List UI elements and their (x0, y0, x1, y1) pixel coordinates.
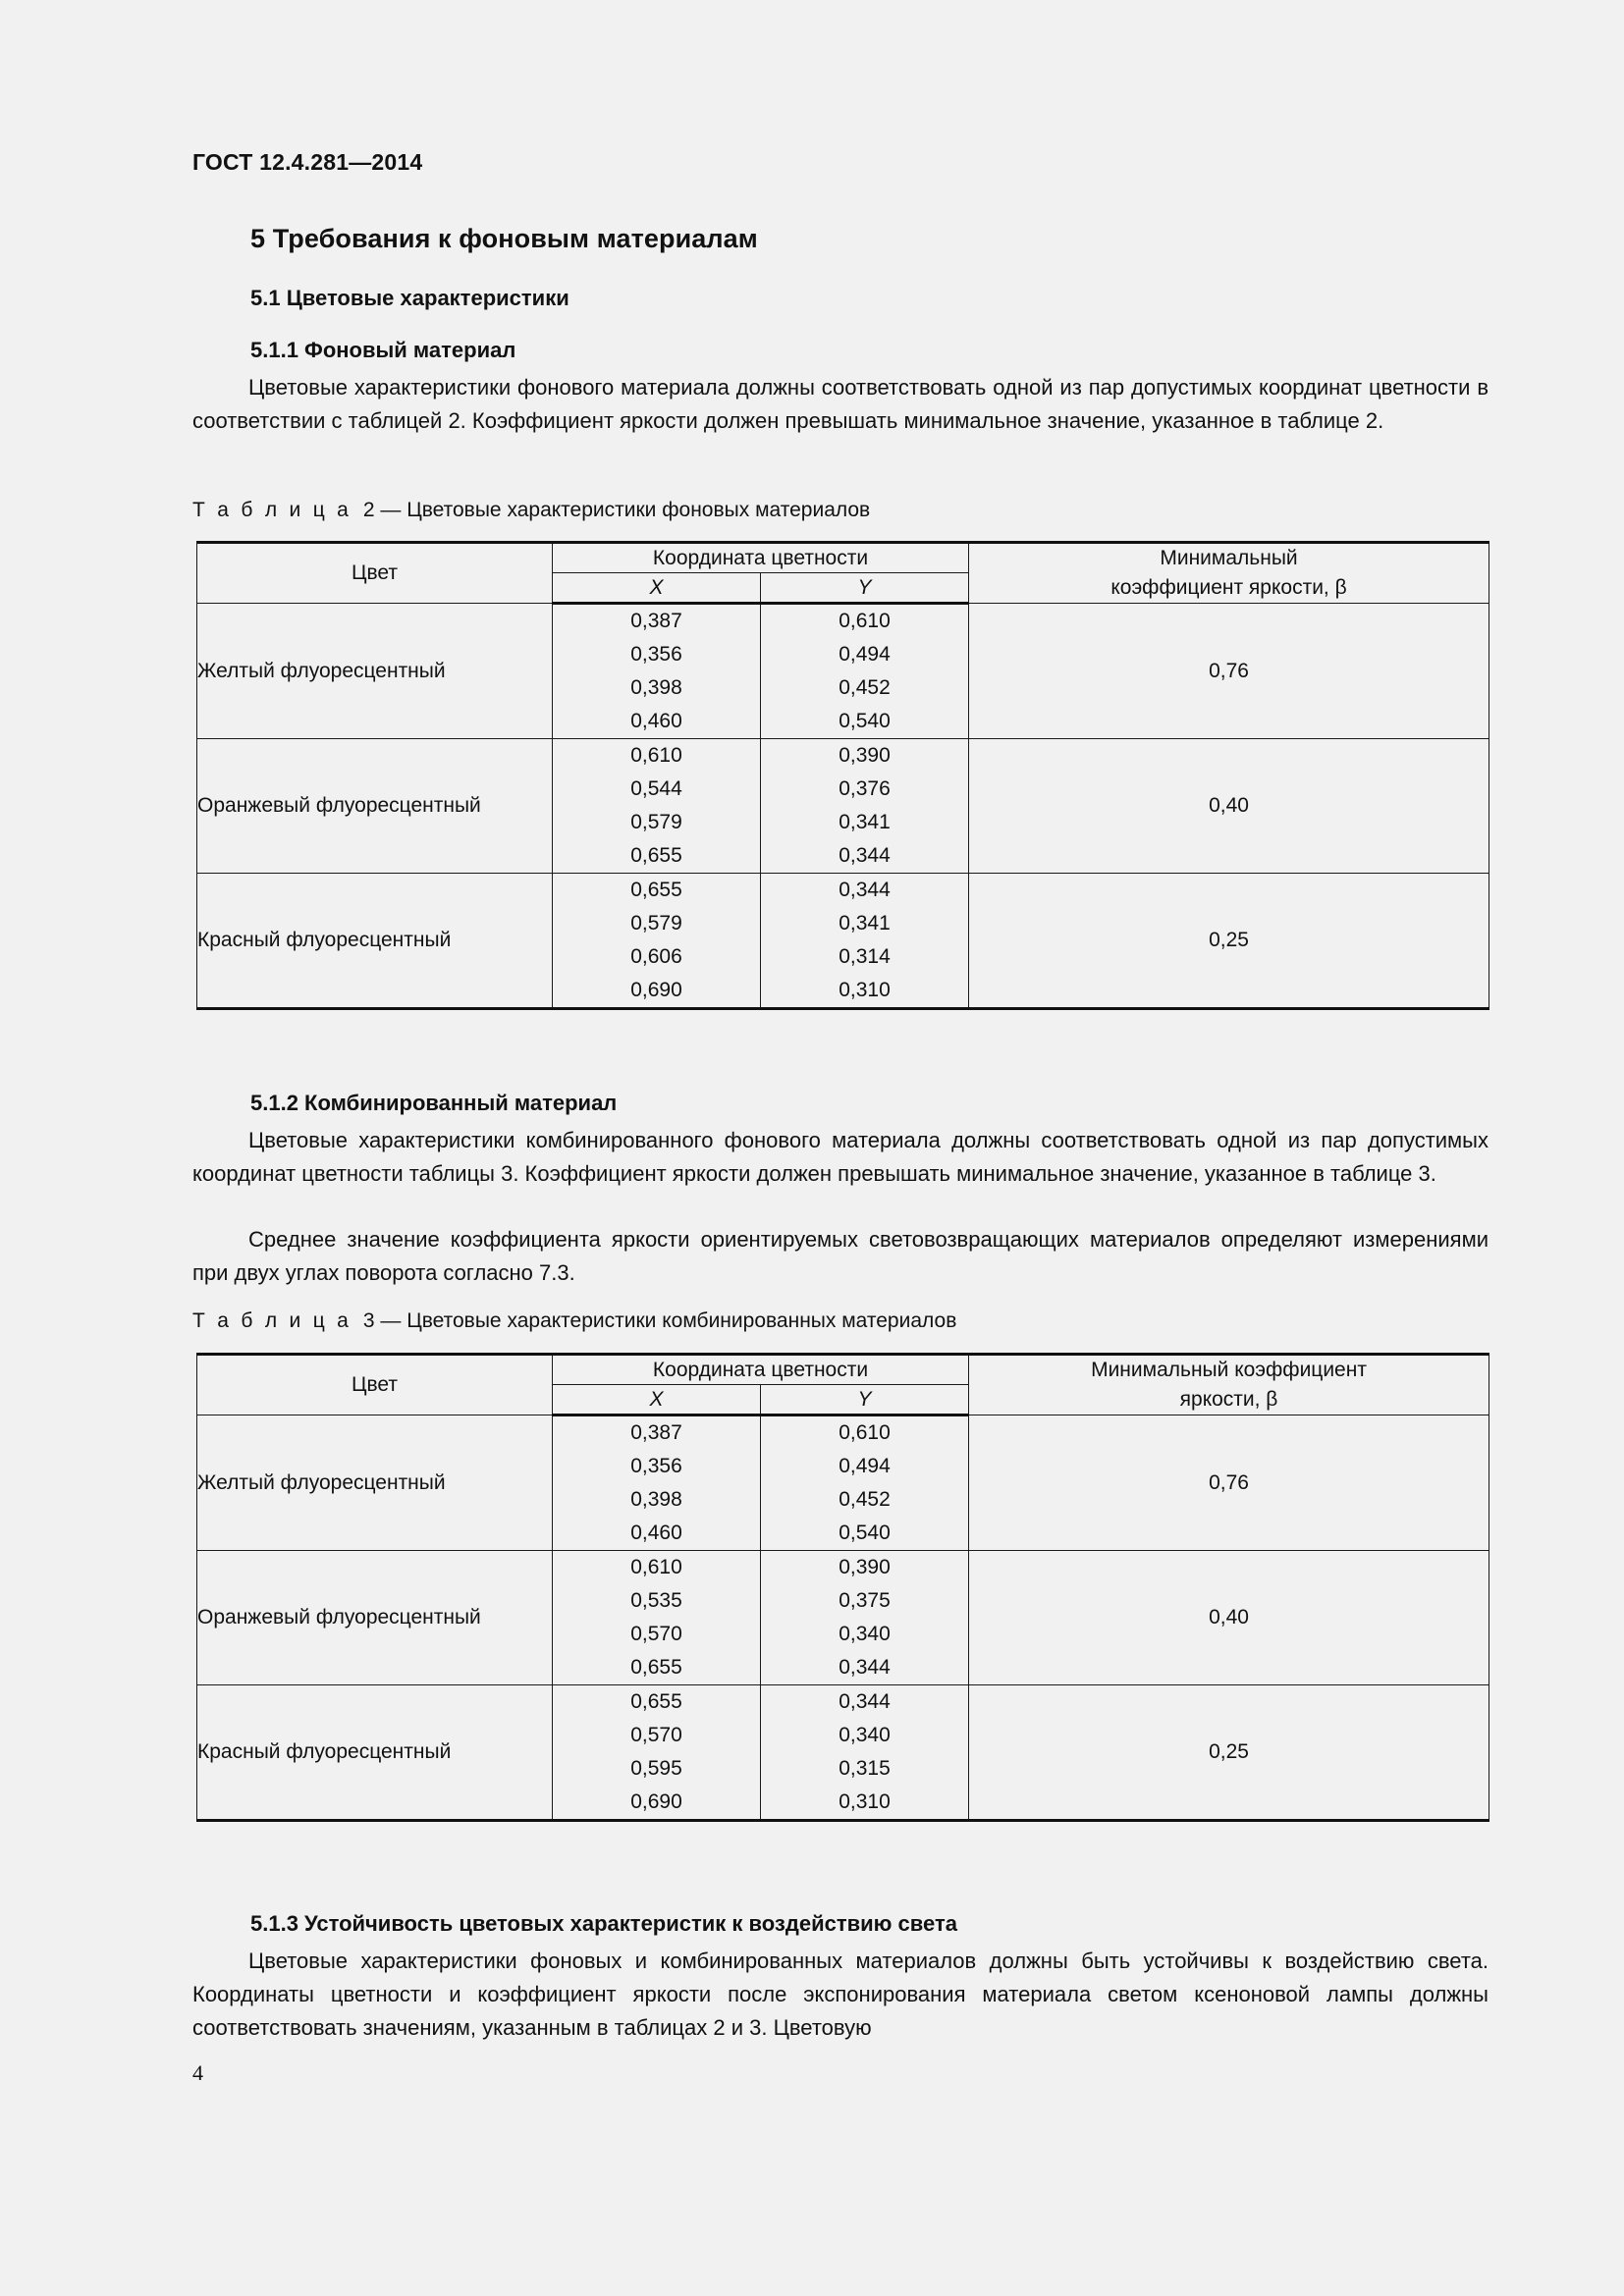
paragraph-5-1-3 (192, 1945, 1489, 2045)
value: 0,387 (630, 610, 682, 632)
table-2-caption-title: Цветовые характеристики фоновых материалов (406, 499, 871, 521)
value: 0,494 (839, 643, 891, 666)
value: 0,690 (630, 979, 682, 1001)
table-3-header-color: Цвет (197, 1355, 553, 1415)
table-3-row-0-name: Желтый флуоресцентный (197, 1415, 553, 1551)
table-3 (196, 1353, 1489, 1822)
table-row (197, 604, 1489, 739)
table-3-header-coordinate-group: Координата цветности (553, 1355, 969, 1385)
table-2-row-1-name: Оранжевый флуоресцентный (197, 739, 553, 874)
value: 0,460 (630, 710, 682, 732)
table-2-row-0-x (553, 604, 761, 739)
paragraph-5-1-1 (192, 371, 1489, 438)
value: 0,390 (839, 744, 891, 767)
value: 0,610 (630, 744, 682, 767)
value: 0,494 (839, 1455, 891, 1477)
table-2-row-1-beta: 0,40 (969, 739, 1489, 874)
heading-5-1-3: 5.1.3 Устойчивость цветовых характеристик к воздействию света (250, 1911, 957, 1936)
value: 0,570 (630, 1623, 682, 1645)
table-3-row-1-name: Оранжевый флуоресцентный (197, 1551, 553, 1685)
value: 0,579 (630, 912, 682, 934)
value: 0,610 (839, 610, 891, 632)
value: 0,540 (839, 1522, 891, 1544)
value: 0,655 (630, 1656, 682, 1679)
table-3-row-0-y (761, 1415, 969, 1551)
value: 0,540 (839, 710, 891, 732)
table-2-caption-label: Т а б л и ц а (192, 499, 352, 521)
value: 0,595 (630, 1757, 682, 1780)
table-3-row-2-x (553, 1685, 761, 1821)
value: 0,376 (839, 777, 891, 800)
paragraph-text: Среднее значение коэффициента яркости ориентируемых световозвращающих материалов определяют измерениями при двух углах поворота согласно 7.3. (192, 1227, 1489, 1285)
table-3-header-beta (969, 1355, 1489, 1415)
value: 0,390 (839, 1556, 891, 1578)
table-2-row-1-x (553, 739, 761, 874)
table-row (197, 1415, 1489, 1551)
value: 0,570 (630, 1724, 682, 1746)
heading-5-1: 5.1 Цветовые характеристики (250, 286, 569, 310)
paragraph-5-1-2 (192, 1124, 1489, 1191)
running-head: ГОСТ 12.4.281—2014 (192, 149, 423, 175)
table-2 (196, 541, 1489, 1010)
table-2-header-x: X (553, 573, 761, 604)
table-2-caption-number: 2 (362, 499, 375, 521)
table-2-row-2-beta: 0,25 (969, 874, 1489, 1009)
table-2-row-2-y (761, 874, 969, 1009)
table-2-row-1-y (761, 739, 969, 874)
value: 0,344 (839, 1690, 891, 1713)
table-2-header-y: Y (761, 573, 969, 604)
value: 0,340 (839, 1623, 891, 1645)
table-3-row-2-y (761, 1685, 969, 1821)
table-2-row-0-name: Желтый флуоресцентный (197, 604, 553, 739)
value: 0,387 (630, 1421, 682, 1444)
paragraph-text: Цветовые характеристики комбинированного фонового материала должны соответствовать одной из пар допустимых координат цветности таблицы 3. Коэффициент яркости должен превышать минимальное значение, указанное в таблице 3. (192, 1128, 1489, 1186)
value: 0,452 (839, 676, 891, 699)
value: 0,610 (839, 1421, 891, 1444)
value: 0,356 (630, 643, 682, 666)
value: 0,655 (630, 844, 682, 867)
value: 0,535 (630, 1589, 682, 1612)
table-2-row-2-x (553, 874, 761, 1009)
value: 0,344 (839, 1656, 891, 1679)
table-2-row-0-y (761, 604, 969, 739)
table-3-row-0-beta: 0,76 (969, 1415, 1489, 1551)
table-2-caption (192, 499, 870, 522)
value: 0,344 (839, 844, 891, 867)
table-3-row-2-name: Красный флуоресцентный (197, 1685, 553, 1821)
value: 0,610 (630, 1556, 682, 1578)
value: 0,398 (630, 1488, 682, 1511)
value: 0,340 (839, 1724, 891, 1746)
value: 0,452 (839, 1488, 891, 1511)
value: 0,690 (630, 1790, 682, 1813)
table-2-header-row-1 (197, 543, 1489, 573)
value: 0,314 (839, 945, 891, 968)
table-2-header-beta-line1: Минимальный (1160, 547, 1298, 569)
table-2-header-beta-line2: коэффициент яркости, β (1110, 576, 1347, 599)
value: 0,310 (839, 1790, 891, 1813)
value: 0,606 (630, 945, 682, 968)
table-3-header-row-1 (197, 1355, 1489, 1385)
value: 0,310 (839, 979, 891, 1001)
value: 0,375 (839, 1589, 891, 1612)
value: 0,356 (630, 1455, 682, 1477)
page-number: 4 (192, 2060, 203, 2085)
value: 0,398 (630, 676, 682, 699)
table-3-header-y: Y (761, 1385, 969, 1415)
table-row (197, 1685, 1489, 1821)
table-row (197, 874, 1489, 1009)
paragraph-text: Цветовые характеристики фонового материала должны соответствовать одной из пар допустимых координат цветности в соответствии с таблицей 2. Коэффициент яркости должен превышать минимальное значение, указанное в таблице 2. (192, 375, 1489, 433)
table-3-row-1-x (553, 1551, 761, 1685)
value: 0,344 (839, 879, 891, 901)
heading-5-1-1: 5.1.1 Фоновый материал (250, 338, 516, 362)
table-3-caption-title: Цветовые характеристики комбинированных материалов (406, 1309, 957, 1332)
table-3-caption-dash: — (380, 1309, 402, 1332)
value: 0,460 (630, 1522, 682, 1544)
table-2-header-color: Цвет (197, 543, 553, 604)
table-3-row-1-y (761, 1551, 969, 1685)
paragraph-5-1-2-b (192, 1223, 1489, 1290)
table-3-header-x: X (553, 1385, 761, 1415)
table-3-caption-number: 3 (362, 1309, 375, 1332)
table-2-caption-dash: — (380, 499, 402, 521)
table-3-row-2-beta: 0,25 (969, 1685, 1489, 1821)
table-3-caption (192, 1309, 956, 1333)
table-3-header-beta-line1: Минимальный коэффициент (1091, 1359, 1367, 1381)
value: 0,544 (630, 777, 682, 800)
value: 0,341 (839, 811, 891, 833)
table-3-row-0-x (553, 1415, 761, 1551)
value: 0,579 (630, 811, 682, 833)
table-2-header-coordinate-group: Координата цветности (553, 543, 969, 573)
paragraph-text: Цветовые характеристики фоновых и комбинированных материалов должны быть устойчивы к воздействию света. Координаты цветности и коэффициент яркости после экспонирования материала светом ксеноновой лампы должны соответствовать значениям, указанным в таблицах 2 и 3. Цветовую (192, 1949, 1489, 2040)
page-title: 5 Требования к фоновым материалам (250, 224, 758, 253)
value: 0,655 (630, 879, 682, 901)
table-row (197, 1551, 1489, 1685)
table-2-row-0-beta: 0,76 (969, 604, 1489, 739)
table-3-caption-label: Т а б л и ц а (192, 1309, 352, 1332)
value: 0,655 (630, 1690, 682, 1713)
heading-5-1-2: 5.1.2 Комбинированный материал (250, 1091, 618, 1115)
value: 0,315 (839, 1757, 891, 1780)
table-2-row-2-name: Красный флуоресцентный (197, 874, 553, 1009)
table-2-header-beta (969, 543, 1489, 604)
value: 0,341 (839, 912, 891, 934)
table-3-header-beta-line2: яркости, β (1179, 1388, 1278, 1411)
table-row (197, 739, 1489, 874)
table-3-row-1-beta: 0,40 (969, 1551, 1489, 1685)
